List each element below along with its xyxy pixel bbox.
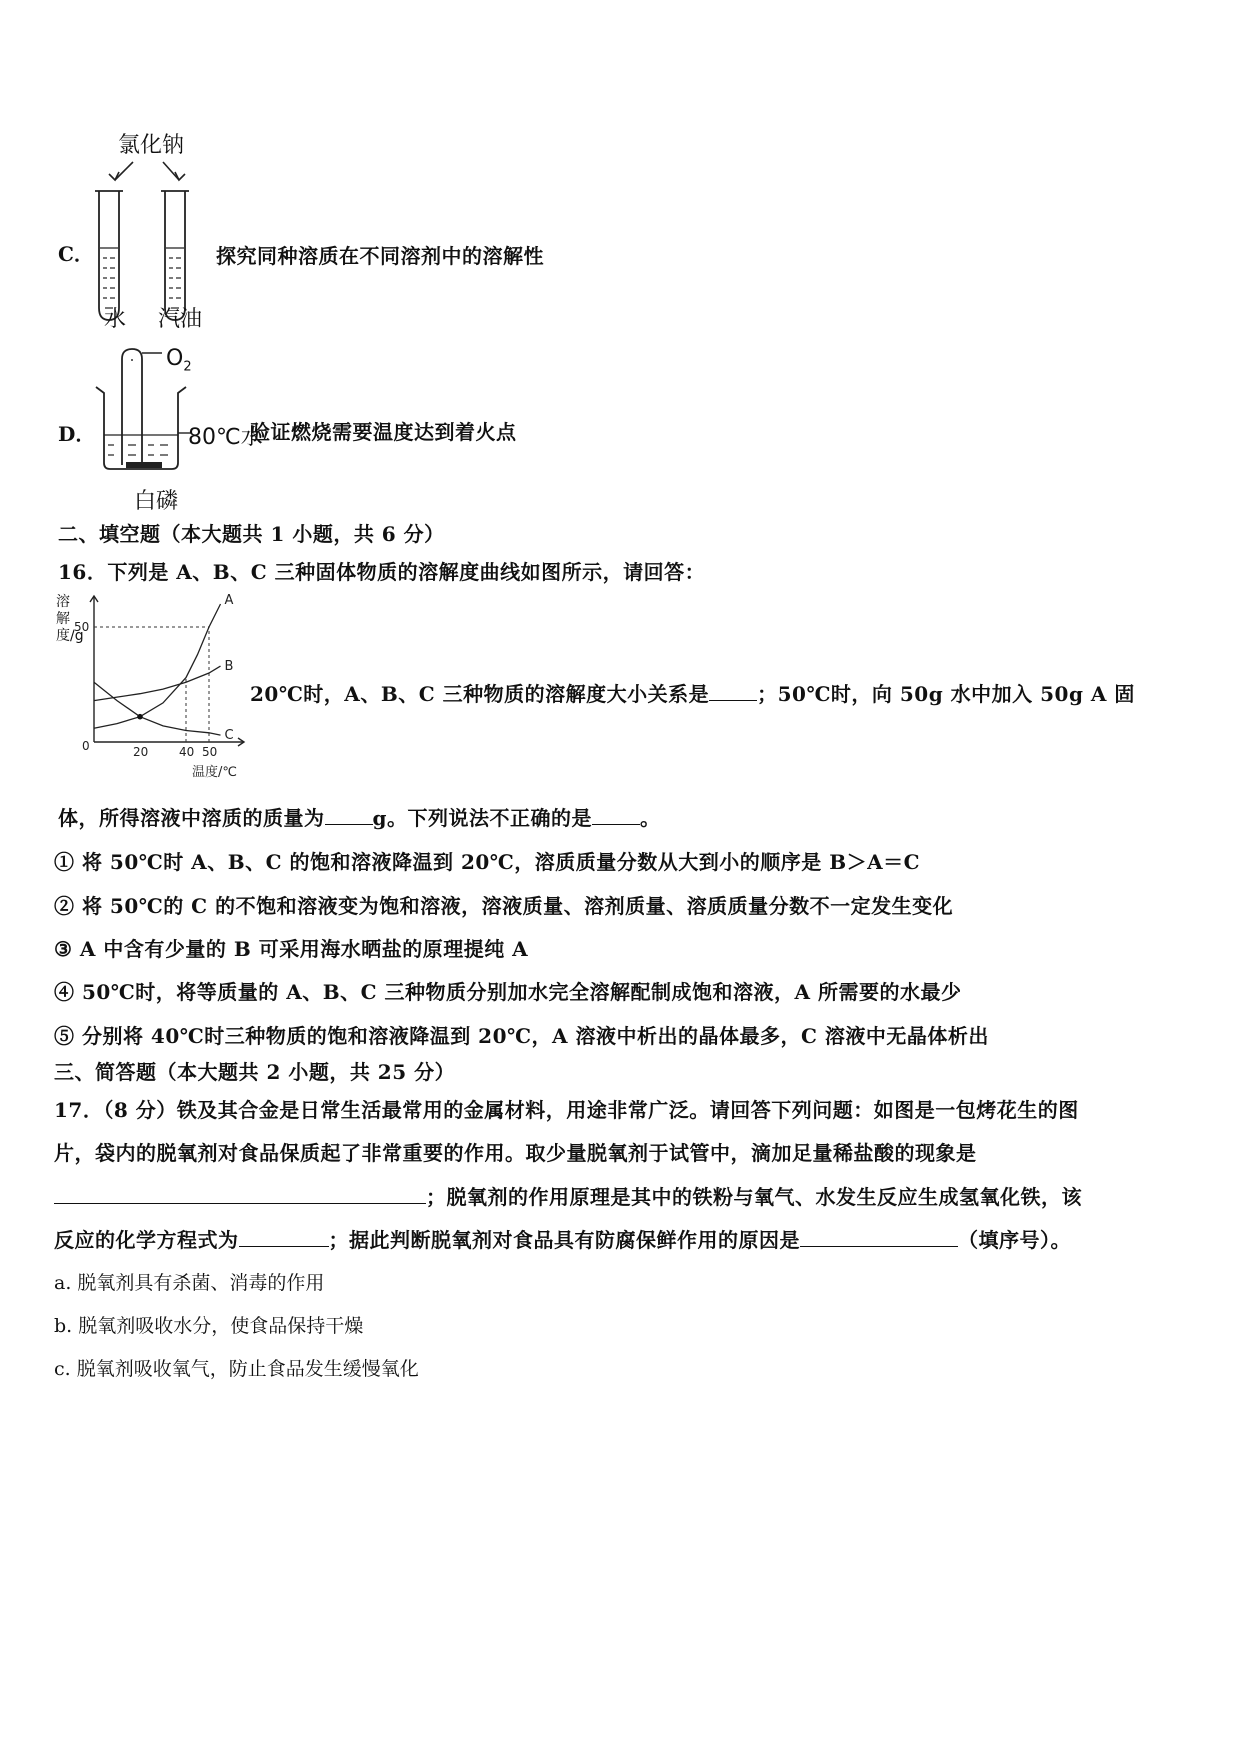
q17-line2: 片，袋内的脱氧剂对食品保质起了非常重要的作用。取少量脱氧剂于试管中，滴加足量稀盐酸的现象是: [54, 1141, 977, 1165]
series-label-C: C: [224, 728, 234, 744]
inverted-tube: [122, 349, 142, 465]
sodium-chloride-label: 氯化钠: [118, 133, 185, 158]
q17-line3: ；脱氧剂的作用原理是其中的铁粉与氧气、水发生反应生成氢氧化铁，该: [54, 1181, 1082, 1210]
blank-4[interactable]: [54, 1183, 426, 1204]
oxygen-label: $O_2$: [166, 346, 192, 375]
arrow-left: [115, 162, 133, 180]
test-tube-gasoline: [161, 191, 189, 320]
white-phosphorus-label: 白磷: [134, 489, 179, 514]
q17-option-b: b. 脱氧剂吸收水分，使食品保持干燥: [54, 1315, 364, 1337]
blank-1[interactable]: [709, 680, 757, 701]
option-d-text: 验证燃烧需要温度达到着火点: [250, 420, 517, 444]
solubility-chart: [50, 590, 250, 780]
q16-item-2: ② 将 50℃的 C 的不饱和溶液变为饱和溶液，溶液质量、溶剂质量、溶质质量分数不一定发生变化: [54, 894, 954, 918]
blank-3[interactable]: [592, 804, 640, 825]
q17-option-a: a. 脱氧剂具有杀菌、消毒的作用: [54, 1272, 325, 1294]
series-label-A: A: [224, 593, 234, 608]
q16-stem: 16．下列是 A、B、C 三种固体物质的溶解度曲线如图所示，请回答：: [58, 560, 706, 584]
section-2-title: 二、填空题（本大题共 1 小题，共 6 分）: [58, 522, 445, 546]
q16-item-5: ⑤ 分别将 40℃时三种物质的饱和溶液降温到 20℃，A 溶液中析出的晶体最多，C 溶液中无晶体析出: [54, 1024, 989, 1048]
blank-5[interactable]: [239, 1226, 329, 1247]
y-tick-50: 50: [74, 620, 90, 634]
option-d-letter: D．: [58, 422, 96, 446]
q16-item-1: ① 将 50℃时 A、B、C 的饱和溶液降温到 20℃，溶质质量分数从大到小的顺序是 B＞A＝C: [54, 850, 921, 874]
origin-label: 0: [82, 739, 90, 753]
white-phosphorus: [126, 462, 162, 468]
q16-item-4: ④ 50℃时，将等质量的 A、B、C 三种物质分别加水完全溶解配制成饱和溶液，A 所需要的水最少: [54, 980, 962, 1004]
x-tick-20: 20: [133, 745, 149, 759]
series-label-B: B: [224, 659, 234, 675]
option-c-letter: C．: [58, 242, 94, 266]
gasoline-label: 汽油: [158, 307, 203, 332]
water-label: 水: [104, 307, 127, 332]
q16-item-3: ③ A 中含有少量的 B 可采用海水晒盐的原理提纯 A: [54, 937, 529, 961]
test-tube-water: [95, 191, 123, 320]
hot-water-label: 80℃水: [188, 425, 263, 450]
curve-A: [94, 604, 221, 728]
arrow-right: [163, 162, 179, 180]
q17-line1: 17．（8 分）铁及其合金是日常生活最常用的金属材料，用途非常广泛。请回答下列问题：如图是一包烤花生的图: [54, 1098, 1079, 1122]
chart-y-label: 溶解度/g: [56, 594, 84, 644]
x-axis-label: 温度/℃: [192, 765, 237, 780]
intersection-point: [137, 714, 143, 720]
section-3-title: 三、简答题（本大题共 2 小题，共 25 分）: [54, 1060, 456, 1084]
blank-6[interactable]: [800, 1226, 958, 1247]
beaker: [96, 387, 186, 469]
x-tick-50: 50: [202, 745, 218, 759]
q17-line4: 反应的化学方程式为 ；据此判断脱氧剂对食品具有防腐保鲜作用的原因是 （填序号）。: [54, 1228, 1071, 1252]
chart-plot: [50, 590, 250, 780]
q17-option-c: c. 脱氧剂吸收氧气，防止食品发生缓慢氧化: [54, 1358, 419, 1380]
curve-B: [94, 666, 221, 701]
option-c-text: 探究同种溶质在不同溶剂中的溶解性: [216, 244, 544, 268]
q16-line2: 体，所得溶液中溶质的质量为 g。下列说法不正确的是 。: [58, 806, 661, 830]
x-tick-40: 40: [179, 745, 195, 759]
q16-line1: 20℃时，A、B、C 三种物质的溶解度大小关系是 ；50℃时，向 50g 水中加入 50g A 固: [250, 682, 1135, 706]
blank-2[interactable]: [325, 804, 373, 825]
